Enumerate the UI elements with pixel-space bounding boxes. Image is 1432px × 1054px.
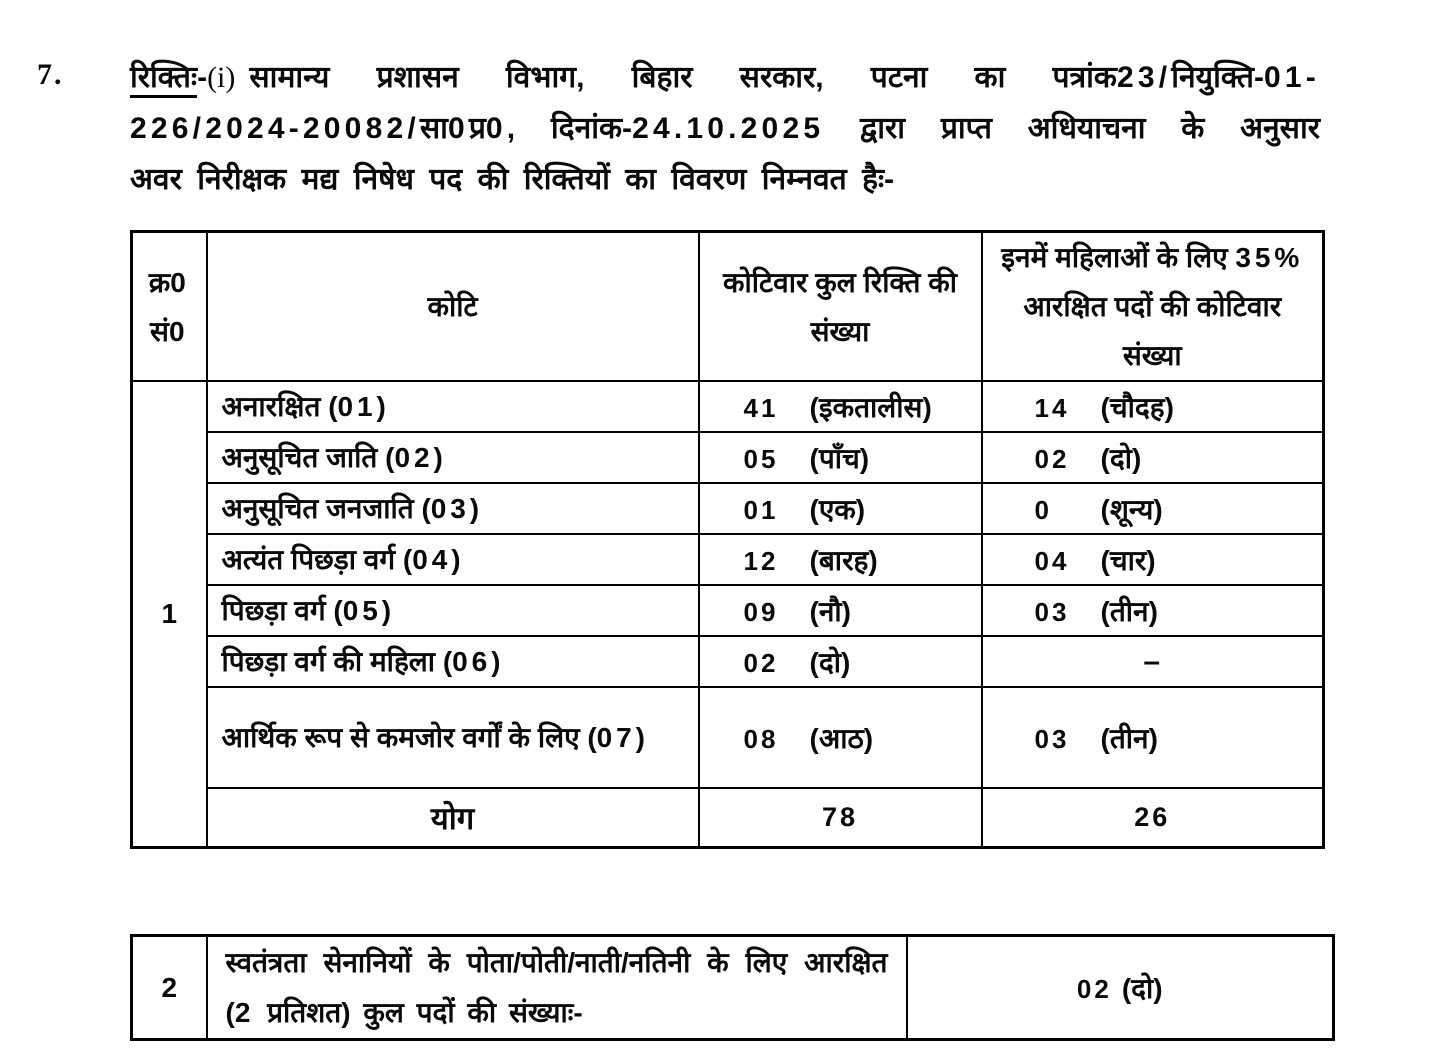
women-cell: 02 (दो) xyxy=(982,432,1324,483)
serial-number-cell: 2 xyxy=(132,936,207,1040)
total-cell: 41 (इकतालीस) xyxy=(699,381,982,432)
category-cell: अनुसूचित जाति (02) xyxy=(207,432,699,483)
table-row xyxy=(132,636,1324,687)
women-cell: 03 (तीन) xyxy=(982,687,1324,788)
table-row xyxy=(132,432,1324,483)
header-total-vacancies: कोटिवार कुल रिक्ति की संख्या xyxy=(699,232,982,382)
women-cell: – xyxy=(982,636,1324,687)
category-cell: पिछड़ा वर्ग (05) xyxy=(207,585,699,636)
serial-number-cell: 1 xyxy=(132,381,207,848)
table-row xyxy=(132,381,1324,432)
freedom-fighter-quota-table xyxy=(130,934,1335,1041)
table-row xyxy=(132,687,1324,788)
section-label: रिक्तिः xyxy=(130,61,197,98)
women-cell: 14 (चौदह) xyxy=(982,381,1324,432)
intro-line-1-text: सामान्य प्रशासन विभाग, बिहार सरकार, पटना का पत्रांक23/नियुक्ति-01- xyxy=(249,61,1320,94)
category-cell: आर्थिक रूप से कमजोर वर्गों के लिए (07) xyxy=(207,687,699,788)
header-women-reserved: इनमें महिलाओं के लिए 35% आरक्षित पदों की कोटिवार संख्या xyxy=(982,232,1324,382)
total-cell: 02 (दो) xyxy=(699,636,982,687)
total-row xyxy=(132,788,1324,848)
table-row xyxy=(132,585,1324,636)
header-category: कोटि xyxy=(207,232,699,382)
women-cell: 0 (शून्य) xyxy=(982,483,1324,534)
total-cell: 01 (एक) xyxy=(699,483,982,534)
vacancy-table-header-row xyxy=(132,232,1324,382)
table-row xyxy=(132,483,1324,534)
table-row xyxy=(132,936,1334,1040)
grand-total-women: 26 xyxy=(982,788,1324,848)
total-cell: 05 (पाँच) xyxy=(699,432,982,483)
header-serial: क्र0 सं0 xyxy=(132,232,207,382)
intro-section xyxy=(0,0,1432,205)
section-number: 7. xyxy=(37,58,64,91)
quota-value-cell: 02 (दो) xyxy=(907,936,1334,1040)
category-cell: अनारक्षित (01) xyxy=(207,381,699,432)
vacancy-table xyxy=(130,230,1325,849)
category-cell: अनुसूचित जनजाति (03) xyxy=(207,483,699,534)
total-row-label: योग xyxy=(207,788,699,848)
category-cell: अत्यंत पिछड़ा वर्ग (04) xyxy=(207,534,699,585)
total-cell: 09 (नौ) xyxy=(699,585,982,636)
women-cell: 04 (चार) xyxy=(982,534,1324,585)
table-row xyxy=(132,534,1324,585)
total-cell: 08 (आठ) xyxy=(699,687,982,788)
clause-roman-numeral: (i) xyxy=(207,61,236,94)
category-cell: पिछड़ा वर्ग की महिला (06) xyxy=(207,636,699,687)
grand-total-vacancies: 78 xyxy=(699,788,982,848)
intro-line-1 xyxy=(130,52,1320,103)
quota-description: स्वतंत्रता सेनानियों के पोता/पोती/नाती/नतिनी के लिए आरक्षित (2 प्रतिशत) कुल पदों की संख्याः- xyxy=(207,936,907,1040)
intro-line-3: अवर निरीक्षक मद्य निषेध पद की रिक्तियों का विवरण निम्नवत हैः- xyxy=(130,163,895,196)
women-cell: 03 (तीन) xyxy=(982,585,1324,636)
label-dash: - xyxy=(197,61,208,94)
intro-line-2: 226/2024-20082/सा0प्र0, दिनांक-24.10.2025 द्वारा प्राप्त अधियाचना के अनुसार xyxy=(130,112,1321,145)
total-cell: 12 (बारह) xyxy=(699,534,982,585)
